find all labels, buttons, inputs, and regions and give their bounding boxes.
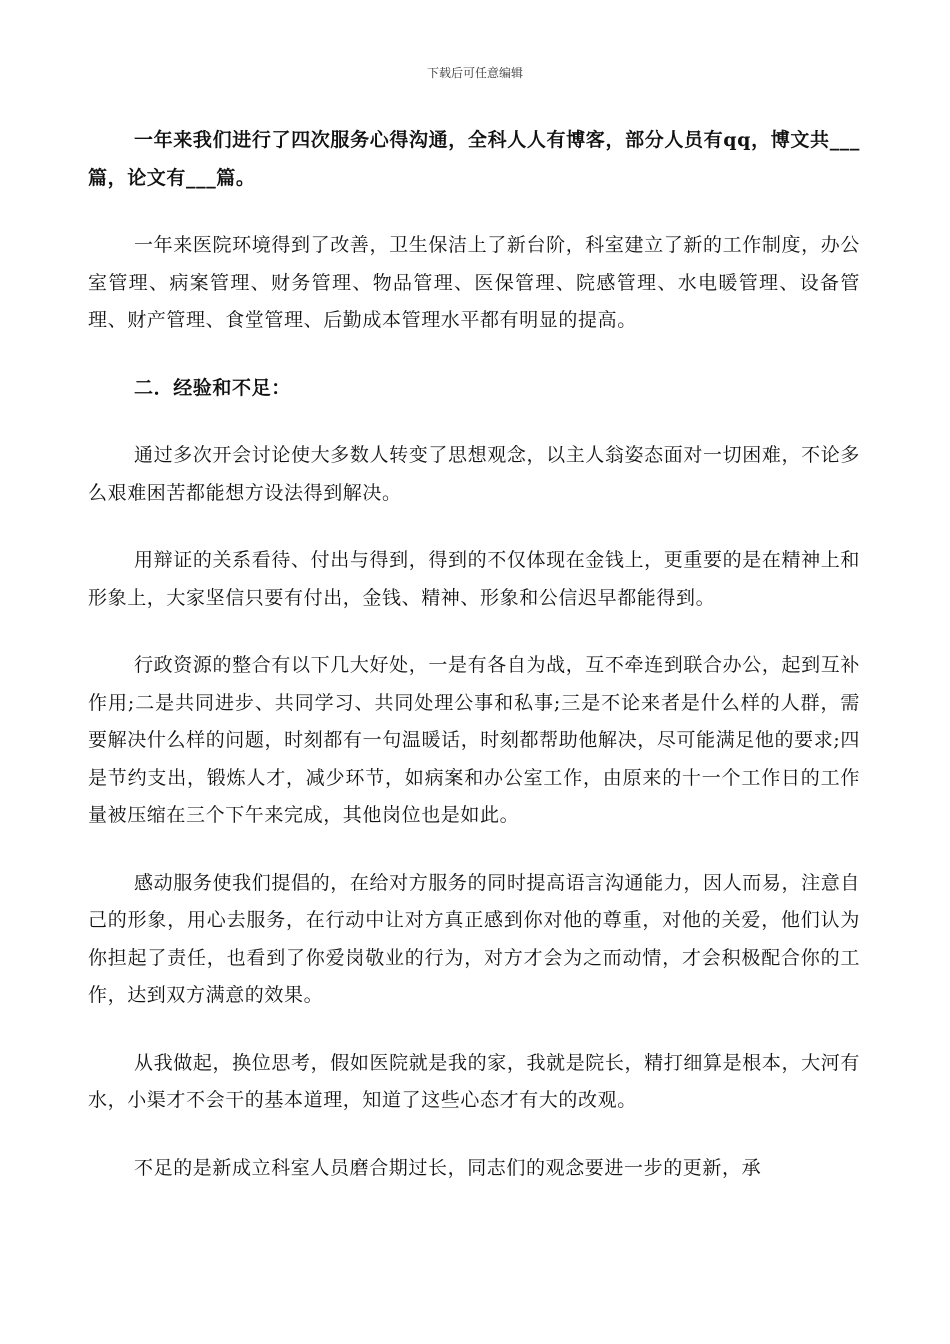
paragraph-environment: 一年来医院环境得到了改善，卫生保洁上了新台阶，科室建立了新的工作制度，办公室管理、病案管理、财务管理、物品管理、医保管理、院感管理、水电暖管理、设备管理、财产管理、食堂管理、后勤成本管理水平都有明显的提高。 (88, 234, 860, 331)
paragraph-perspective: 从我做起，换位思考，假如医院就是我的家，我就是院长，精打细算是根本，大河有水，小渠才不会干的基本道理，知道了这些心态才有大的改观。 (88, 1051, 860, 1111)
paragraph-communication: 一年来我们进行了四次服务心得沟通，全科人人有博客，部分人员有qq，博文共___篇，论文有___篇。 (88, 129, 860, 189)
paragraph-dialectic: 用辩证的关系看待、付出与得到，得到的不仅体现在金钱上，更重要的是在精神上和形象上，大家坚信只要有付出，金钱、精神、形象和公信迟早都能得到。 (88, 549, 860, 609)
paragraph-shortcomings: 不足的是新成立科室人员磨合期过长，同志们的观念要进一步的更新，承 (134, 1156, 762, 1179)
section-heading-experience: 二．经验和不足： (134, 376, 291, 399)
paragraph-meetings: 通过多次开会讨论使大多数人转变了思想观念，以主人翁姿态面对一切困难，不论多么艰难困苦都能想方设法得到解决。 (88, 444, 860, 504)
paragraph-service: 感动服务使我们提倡的，在给对方服务的同时提高语言沟通能力，因人而易，注意自己的形象，用心去服务，在行动中让对方真正感到你对他的尊重，对他的关爱，他们认为你担起了责任，也看到了你爱岗敬业的行为，对方才会为之而动情，才会积极配合你的工作，达到双方满意的效果。 (88, 871, 860, 1006)
document-body (88, 122, 860, 1187)
paragraph-administrative-integration: 行政资源的整合有以下几大好处，一是有各自为战，互不牵连到联合办公，起到互补作用;二是共同进步、共同学习、共同处理公事和私事;三是不论来者是什么样的人群，需要解决什么样的问题，时刻都有一句温暖话，时刻都帮助他解决，尽可能满足他的要求;四是节约支出，锻炼人才，减少环节，如病案和办公室工作，由原来的十一个工作日的工作量被压缩在三个下午来完成，其他岗位也是如此。 (88, 654, 860, 826)
page-header: 下载后可任意编辑 (426, 66, 523, 80)
